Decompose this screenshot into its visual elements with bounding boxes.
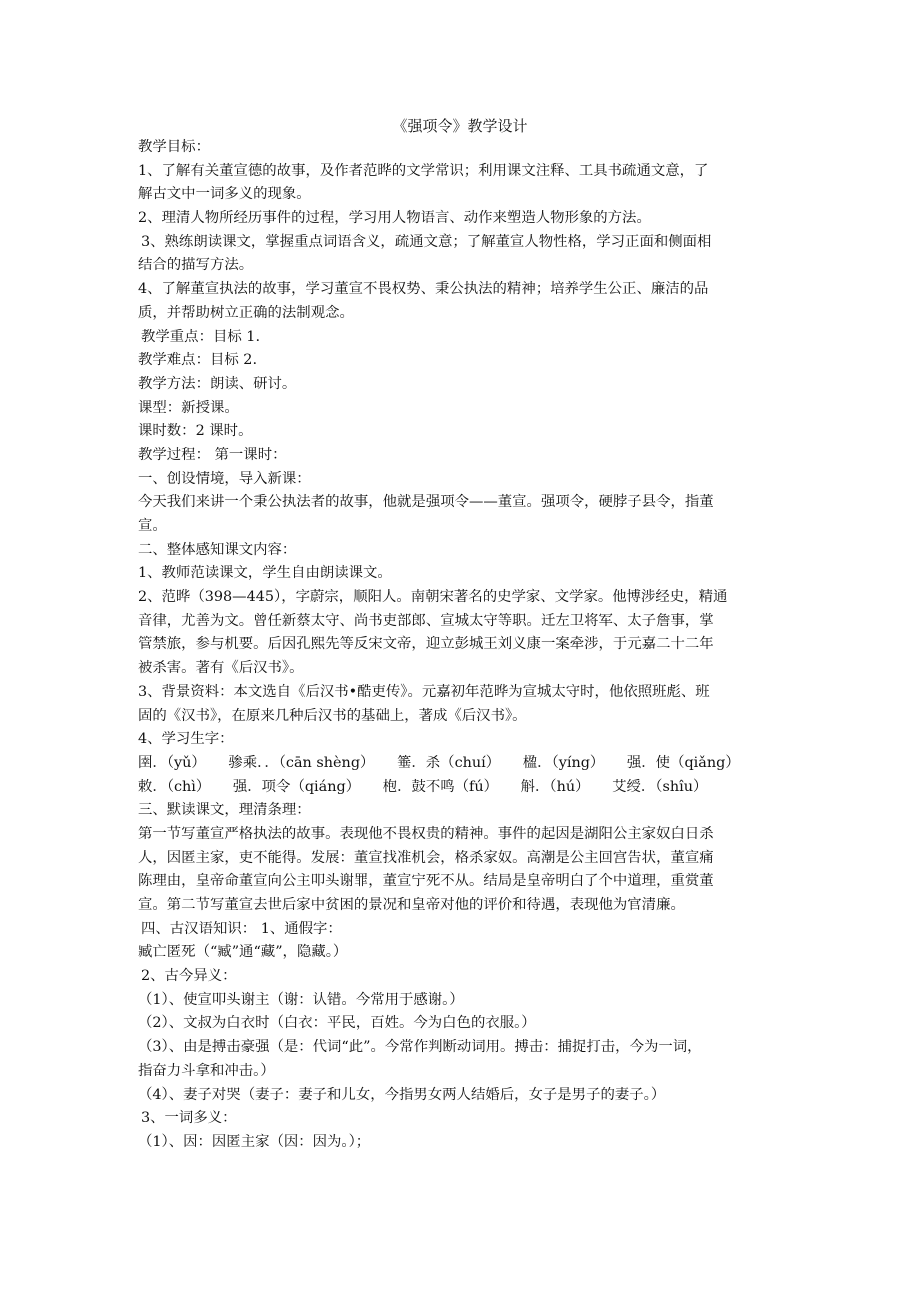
teaching-method: 教学方法：朗读、研讨。 xyxy=(138,375,297,392)
lesson-count: 课时数：2 课时。 xyxy=(138,423,253,440)
objective-1: 1、了解有关董宣德的故事，及作者范晔的文学常识；利用课文注释、工具书疏通文意，了 xyxy=(138,162,709,179)
section-3-text-cont: 宣。第二节写董宣去世后家中贫困的景况和皇帝对他的评价和待遇，表现他为官清廉。 xyxy=(138,897,685,913)
gujin-item-4: （4）、妻子对哭（妻子：妻子和儿女，今指男女两人结婚后，女子是男子的妻子。） xyxy=(138,1086,666,1103)
objective-3-cont: 结合的描写方法。 xyxy=(138,257,254,274)
section-2-item-3: 3、背景资料：本文选自《后汉书•酷吏传》。元嘉初年范晔为宣城太守时，他依照班彪、班 xyxy=(138,683,710,700)
lesson-type: 课型：新授课。 xyxy=(138,399,239,416)
heading-objectives: 教学目标： xyxy=(138,139,210,155)
section-1-text-cont: 宣。 xyxy=(138,518,167,534)
section-3-text: 第一节写董宣严格执法的故事。表现他不畏权贵的精神。事件的起因是湖阳公主家奴白日杀 xyxy=(138,825,714,842)
vocab-row-1 xyxy=(138,752,788,776)
teaching-process: 教学过程： 第一课时： xyxy=(138,446,287,463)
objective-4: 4、了解董宣执法的故事，学习董宣不畏权势、秉公执法的精神；培养学生公正、廉洁的品 xyxy=(138,281,709,298)
gujin-item-1: （1）、使宣叩头谢主（谢：认错。今常用于感谢。） xyxy=(138,991,464,1008)
vocab-item: 敕．（chì） xyxy=(138,778,211,795)
section-1-text: 今天我们来讲一个秉公执法者的故事，他就是强项令——董宣。强项令，硬脖子县令，指董 xyxy=(138,494,714,511)
document-title: 《强项令》教学设计 xyxy=(392,117,528,135)
objective-1-cont: 解古文中一词多义的现象。 xyxy=(138,186,311,203)
vocab-item: 楹．（yíng） xyxy=(522,754,605,771)
vocab-item: 艾绶．（shîu） xyxy=(612,778,708,795)
section-2-heading: 二、整体感知课文内容： xyxy=(138,541,297,558)
section-2-item-1: 1、教师范读课文，学生自由朗读课文。 xyxy=(138,565,392,582)
teaching-focus: 教学重点：目标 1. xyxy=(141,328,261,345)
vocab-item: 圉．（yǔ） xyxy=(138,754,206,771)
yici-item-1: （1）、因：因匿主家（因：因为。）； xyxy=(138,1133,371,1150)
objective-4-cont: 质，并帮助树立正确的法制观念。 xyxy=(138,304,354,321)
document-body xyxy=(138,136,788,1155)
vocab-item: 强．使（qiǎng） xyxy=(626,754,740,771)
section-2-item-2: 2、范晔（398—445），字蔚宗，顺阳人。南朝宋著名的史学家、文学家。他博涉经史，精通 xyxy=(138,589,728,606)
section-3-heading: 三、默读课文，理清条理： xyxy=(138,802,311,819)
section-2-item-2-cont: 音律，尤善为文。曾任新蔡太守、尚书吏部郎、宣城太守等职。迁左卫将军、太子詹事，掌 xyxy=(138,612,714,629)
section-3-text-cont: 陈理由，皇帝命董宣向公主叩头谢罪，董宣宁死不从。结局是皇帝明白了个中道理，重赏董 xyxy=(138,873,714,890)
gujin-item-3-cont: 指奋力斗拿和冲击。） xyxy=(138,1062,275,1079)
gujin-heading: 2、古今异义： xyxy=(141,968,237,985)
yici-heading: 3、一词多义： xyxy=(141,1110,237,1127)
section-4-heading: 四、古汉语知识： 1、通假字： xyxy=(141,920,342,937)
teaching-difficulty: 教学难点：目标 2. xyxy=(138,352,258,369)
section-3-text-cont: 人，因匿主家，吏不能得。发展：董宣找准机会，格杀家奴。高潮是公主回宫告状，董宣痛 xyxy=(138,849,714,866)
section-2-item-2-cont: 管禁旅，参与机要。后因孔熙先等反宋文帝，迎立彭城王刘义康一案牵涉，于元嘉二十二年 xyxy=(138,636,714,653)
gujin-item-2: （2）、文叔为白衣时（白衣：平民，百姓。今为白色的衣服。） xyxy=(138,1015,536,1032)
tongjia-example: 臧亡匿死（“臧”通“藏”，隐藏。） xyxy=(138,944,348,961)
vocab-item: 枹．鼓不鸣（fú） xyxy=(382,778,499,795)
section-1-heading: 一、创设情境，导入新课： xyxy=(138,470,311,487)
gujin-item-3: （3）、由是搏击豪强（是：代词“此”。今常作判断动词用。搏击：捕捉打击，今为一词， xyxy=(138,1039,702,1056)
section-2-item-4: 4、学习生字： xyxy=(138,731,234,748)
vocab-row-2 xyxy=(138,776,788,800)
vocab-item: 箠．杀（chuí） xyxy=(397,754,501,771)
section-2-item-2-cont: 被杀害。著有《后汉书》。 xyxy=(138,660,304,677)
vocab-item: 强．项令（qiáng） xyxy=(232,778,361,795)
vocab-item: 骖乘．．（cān shèng） xyxy=(228,754,375,771)
objective-3: 3、熟练朗读课文，掌握重点词语含义，疏通文意；了解董宣人物性格，学习正面和侧面相 xyxy=(141,233,712,250)
objective-2: 2、理清人物所经历事件的过程，学习用人物语言、动作来塑造人物形象的方法。 xyxy=(138,210,651,227)
vocab-item: 斛．（hú） xyxy=(520,778,590,795)
section-2-item-3-cont: 固的《汉书》，在原来几种后汉书的基础上，著成《后汉书》。 xyxy=(138,707,527,724)
